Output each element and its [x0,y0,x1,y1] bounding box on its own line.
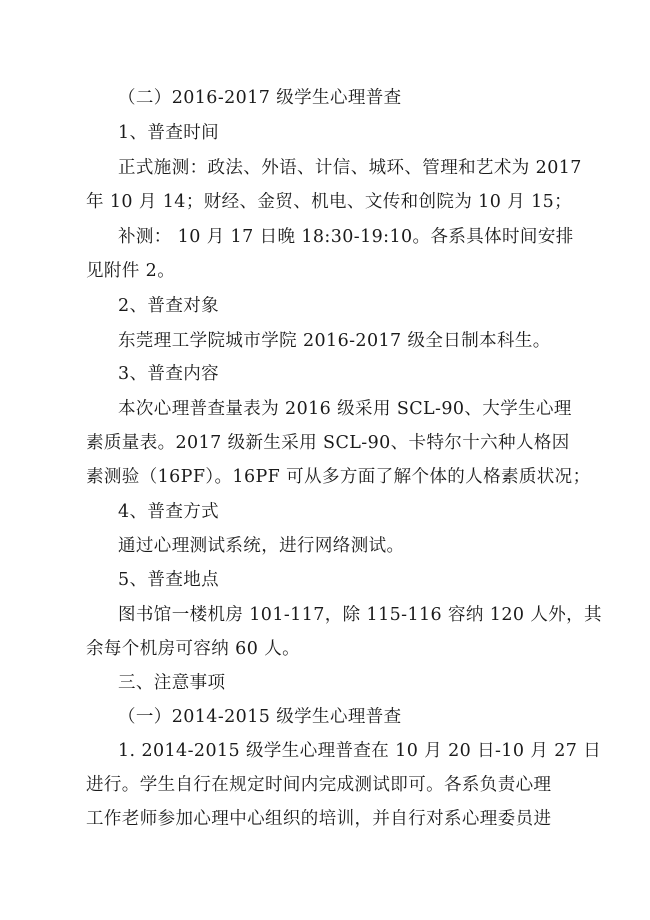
item3-line1: 本次心理普查量表为 2016 级采用 SCL-90、大学生心理 [118,399,572,419]
note1-line3: 工作老师参加心理中心组织的培训，并自行对系心理委员进 [86,809,552,829]
note1-line2: 进行。学生自行在规定时间内完成测试即可。各系负责心理 [86,775,552,795]
item1-heading: 1、普查时间 [118,123,220,143]
section-two-heading: （二）2016-2017 级学生心理普查 [118,88,402,108]
note1-line1: 1. 2014-2015 级学生心理普查在 10 月 20 日-10 月 27 日 [118,741,602,761]
item1-paragraph1-line1: 正式施测：政法、外语、计信、城环、管理和艺术为 2017 [118,158,582,178]
item1-paragraph2-line2: 见附件 2。 [86,261,176,281]
item3-line3: 素测验（16PF）。16PF 可从多方面了解个体的人格素质状况； [86,467,591,487]
item5-heading: 5、普查地点 [118,570,220,590]
item1-paragraph2-line1: 补测： 10 月 17 日晚 18:30-19:10。各系具体时间安排 [118,227,574,247]
item5-line2: 余每个机房可容纳 60 人。 [86,639,300,659]
item1-paragraph1-line2: 年 10 月 14；财经、金贸、机电、文传和创院为 10 月 15； [86,192,573,212]
item3-line2: 素质量表。2017 级新生采用 SCL-90、卡特尔十六种人格因 [86,433,570,453]
section-three-heading: 三、注意事项 [118,673,226,693]
item2-heading: 2、普查对象 [118,296,220,316]
item5-line1: 图书馆一楼机房 101-117，除 115-116 容纳 120 人外，其 [118,605,602,625]
item2-text: 东莞理工学院城市学院 2016-2017 级全日制本科生。 [118,331,551,351]
item4-text: 通过心理测试系统，进行网络测试。 [118,536,405,556]
sub-one-heading: （一）2014-2015 级学生心理普查 [118,707,402,727]
item4-heading: 4、普查方式 [118,502,220,522]
item3-heading: 3、普查内容 [118,364,220,384]
